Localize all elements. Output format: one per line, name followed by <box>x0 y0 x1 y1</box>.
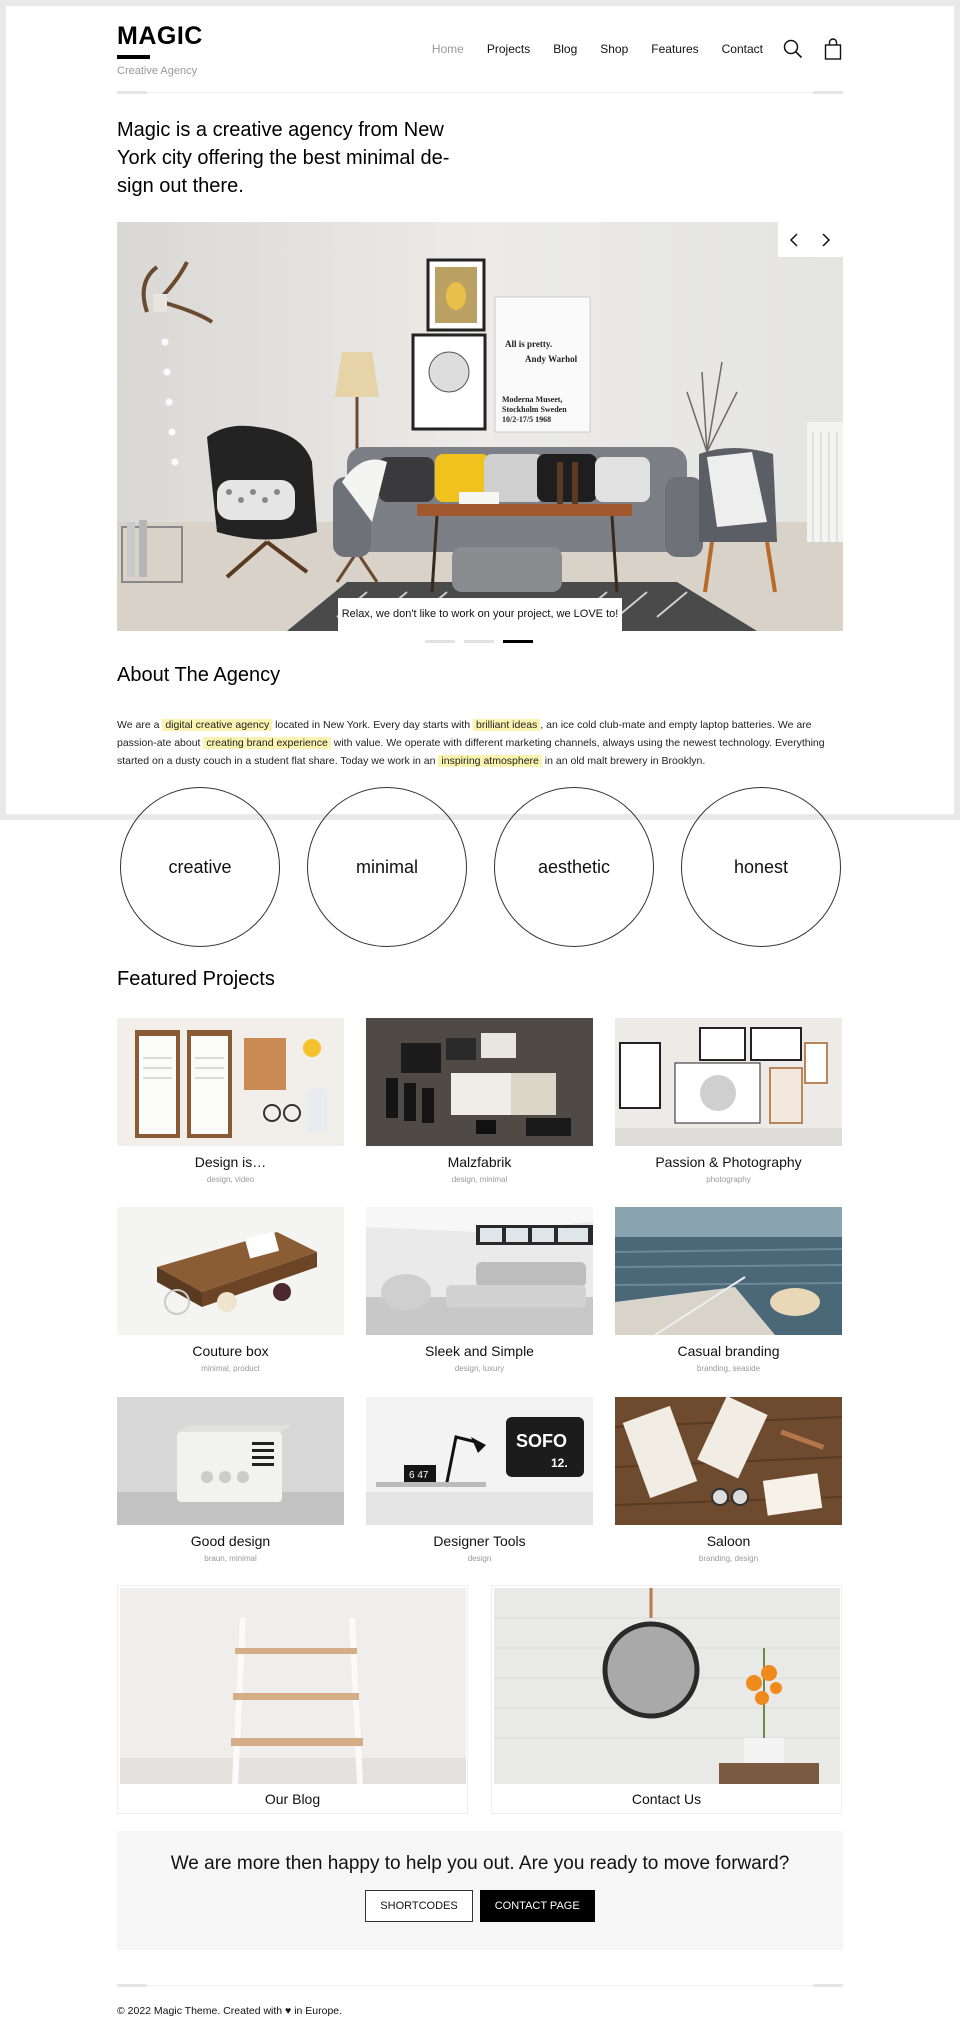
about-heading: About The Agency <box>117 664 281 686</box>
project-name[interactable]: Couture box <box>192 1343 269 1359</box>
project-thumbnail[interactable] <box>117 1397 344 1525</box>
about-text-4: with value. We operate with different marketing channels, always using the newest technology. Everything started on a dusty couch in a student flat share. Today we work in an <box>117 737 825 767</box>
highlight-brilliant-ideas: brilliant ideas <box>473 719 540 731</box>
slider-pagination <box>425 640 542 643</box>
project-tags: braun, minimal <box>204 1554 257 1563</box>
about-text-5: in an old malt brewery in Brooklyn. <box>541 755 706 767</box>
slider-dot-3[interactable] <box>503 640 533 643</box>
contact-card-image[interactable] <box>494 1588 840 1784</box>
project-name[interactable]: Design is… <box>194 1154 267 1170</box>
contact-page-button[interactable]: CONTACT PAGE <box>480 1890 595 1922</box>
project-card-casual-branding[interactable] <box>615 1207 842 1373</box>
project-thumbnail[interactable] <box>615 1397 842 1525</box>
project-name[interactable]: Malzfabrik <box>447 1154 512 1170</box>
cta-heading: We are more then happy to help you out. Are you ready to move forward? <box>170 1853 790 1874</box>
project-name[interactable]: Casual branding <box>677 1343 780 1359</box>
project-tags: design, video <box>206 1175 255 1184</box>
project-tags: design <box>467 1554 492 1563</box>
project-card-good-design[interactable] <box>117 1397 344 1563</box>
value-creative: creative <box>120 787 280 947</box>
nav-shop[interactable]: Shop <box>600 42 629 56</box>
hero-slider[interactable] <box>117 222 843 631</box>
project-thumbnail[interactable] <box>366 1397 593 1525</box>
slider-image <box>117 222 843 631</box>
footer-divider <box>117 1985 843 1986</box>
blog-card-label[interactable]: Our Blog <box>264 1791 321 1807</box>
header-divider-cap-right <box>813 91 843 94</box>
about-text-1: We are a <box>117 719 163 731</box>
search-icon[interactable] <box>783 38 803 60</box>
blog-card-image[interactable] <box>120 1588 466 1784</box>
project-thumbnail[interactable] <box>117 1018 344 1146</box>
nav-contact[interactable]: Contact <box>721 42 763 56</box>
project-tags: design, minimal <box>451 1175 508 1184</box>
project-tags: photography <box>706 1175 751 1184</box>
project-tags: design, luxury <box>454 1364 505 1373</box>
logo-title[interactable]: MAGIC <box>117 22 203 50</box>
value-minimal: minimal <box>307 787 467 947</box>
project-tags: minimal, product <box>201 1364 260 1373</box>
nav-blog[interactable]: Blog <box>553 42 578 56</box>
project-thumbnail[interactable] <box>366 1018 593 1146</box>
project-card-couture-box[interactable] <box>117 1207 344 1373</box>
nav-projects[interactable]: Projects <box>486 42 531 56</box>
poster-text-line1: All is pretty. <box>505 339 553 349</box>
main-nav <box>409 38 843 60</box>
footer-copyright: © 2022 Magic Theme. Created with ♥ in Europe. <box>117 2005 343 2017</box>
pillow-text: SOFO <box>516 1431 568 1451</box>
logo-tagline: Creative Agency <box>117 65 198 77</box>
poster-text-line3: Moderna Museet, <box>502 395 563 404</box>
project-card-designer-tools[interactable] <box>366 1397 593 1563</box>
value-honest: honest <box>681 787 841 947</box>
project-name[interactable]: Good design <box>190 1533 271 1549</box>
slider-controls <box>778 222 843 257</box>
project-tags: branding, seaside <box>696 1364 761 1373</box>
nav-features[interactable]: Features <box>651 42 699 56</box>
project-tags: branding, design <box>698 1554 759 1563</box>
featured-projects-heading: Featured Projects <box>117 968 275 990</box>
cta-section <box>117 1831 843 1950</box>
blog-card[interactable] <box>117 1585 468 1814</box>
slider-dot-1[interactable] <box>425 640 455 643</box>
contact-card[interactable] <box>491 1585 842 1814</box>
project-name[interactable]: Sleek and Simple <box>425 1343 534 1359</box>
cta-buttons <box>117 1890 843 1922</box>
project-name[interactable]: Designer Tools <box>433 1533 526 1549</box>
project-card-passion-photography[interactable] <box>615 1018 842 1184</box>
highlight-creating-brand-experience: creating brand experience <box>203 737 330 749</box>
hero-intro: Magic is a creative agency from New York city offering the best minimal de-sign out there. <box>117 119 450 197</box>
nav-home[interactable]: Home <box>431 42 464 56</box>
header-divider <box>117 92 843 93</box>
pillow-number: 12. <box>551 1456 568 1470</box>
project-card-saloon[interactable] <box>615 1397 842 1563</box>
values-circles <box>117 787 843 947</box>
project-thumbnail[interactable] <box>366 1207 593 1335</box>
highlight-digital-creative-agency: digital creative agency <box>162 719 272 731</box>
about-text-3: , an ice cold club-mate and empty laptop batteries. We are passion-ate about <box>117 719 812 749</box>
highlight-inspiring-atmosphere: inspiring atmosphere <box>438 755 541 767</box>
poster-text-line2: Andy Warhol <box>525 354 578 364</box>
footer-divider-cap-left <box>117 1984 147 1987</box>
clock-display: 6 47 <box>409 1470 429 1481</box>
project-card-sleek-and-simple[interactable] <box>366 1207 593 1373</box>
project-name[interactable]: Saloon <box>706 1533 751 1549</box>
logo[interactable] <box>117 22 203 77</box>
shopping-bag-icon[interactable] <box>823 38 843 60</box>
project-thumbnail[interactable] <box>615 1207 842 1335</box>
chevron-left-icon[interactable] <box>778 222 810 257</box>
poster-text-line5: 10/2-17/5 1968 <box>502 415 552 424</box>
value-aesthetic: aesthetic <box>494 787 654 947</box>
footer-divider-cap-right <box>813 1984 843 1987</box>
project-thumbnail[interactable] <box>615 1018 842 1146</box>
about-paragraph <box>117 716 845 770</box>
contact-card-label[interactable]: Contact Us <box>631 1791 702 1807</box>
logo-underline <box>117 55 150 59</box>
project-thumbnail[interactable] <box>117 1207 344 1335</box>
project-card-design-is[interactable] <box>117 1018 344 1184</box>
shortcodes-button[interactable]: SHORTCODES <box>365 1890 472 1922</box>
header-divider-cap-left <box>117 91 147 94</box>
poster-text-line4: Stockholm Sweden <box>502 405 567 414</box>
chevron-right-icon[interactable] <box>810 222 842 257</box>
about-text-2: located in New York. Every day starts with <box>272 719 473 731</box>
slider-caption: Relax, we don't like to work on your project, we LOVE to! <box>338 598 622 631</box>
project-name[interactable]: Passion & Photography <box>655 1154 802 1170</box>
project-card-malzfabrik[interactable] <box>366 1018 593 1184</box>
slider-dot-2[interactable] <box>464 640 494 643</box>
